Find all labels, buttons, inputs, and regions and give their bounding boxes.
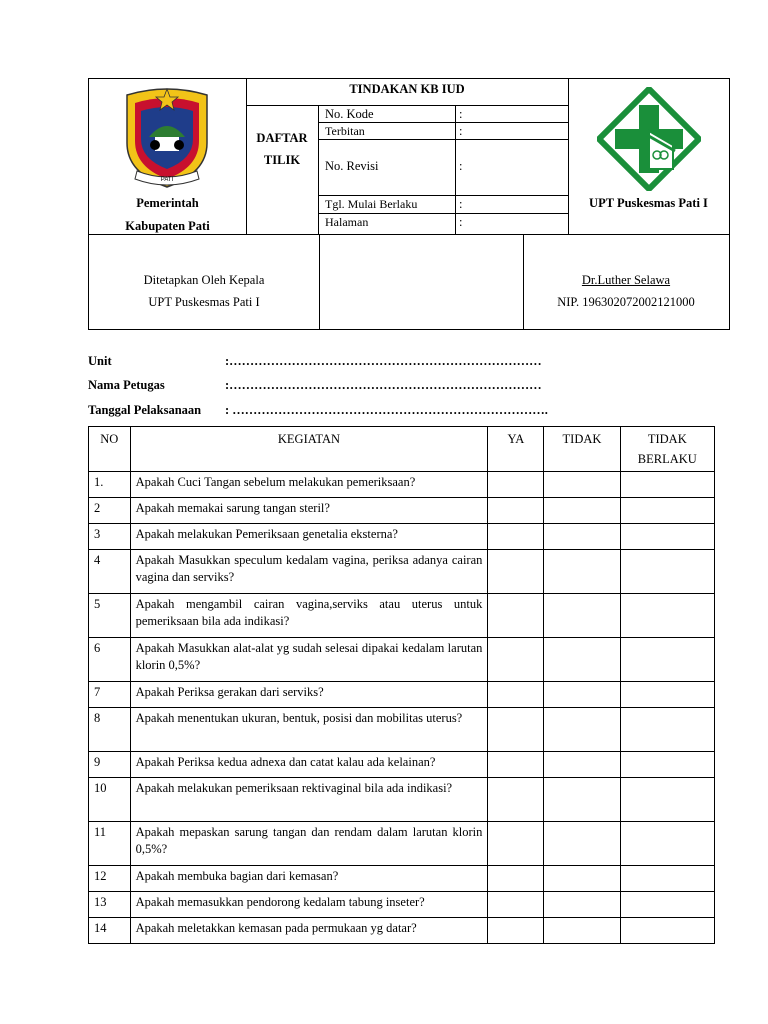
row-number: 6 <box>89 638 131 682</box>
row-kegiatan: Apakah Masukkan alat-alat yg sudah selesai dipakai kedalam larutan klorin 0,5%? <box>130 638 488 682</box>
checkbox-tidak-cell[interactable] <box>544 594 620 638</box>
checkbox-tidak-berlaku-cell[interactable] <box>620 524 714 550</box>
checkbox-tidak-berlaku-cell[interactable] <box>620 918 714 944</box>
row-kegiatan: Apakah melakukan Pemeriksaan genetalia eksterna? <box>130 524 488 550</box>
ditetapkan-line2: UPT Puskesmas Pati I <box>148 295 260 309</box>
col-header-tidak-berlaku: TIDAK BERLAKU <box>620 427 714 472</box>
row-kegiatan: Apakah memakai sarung tangan steril? <box>130 498 488 524</box>
checkbox-tidak-cell[interactable] <box>544 682 620 708</box>
meta-label-tgl-mulai: Tgl. Mulai Berlaku <box>325 197 418 211</box>
row-number: 13 <box>89 892 131 918</box>
checkbox-ya-cell[interactable] <box>488 866 544 892</box>
checkbox-tidak-berlaku-cell[interactable] <box>620 708 714 752</box>
row-number: 1. <box>89 472 131 498</box>
checkbox-tidak-cell[interactable] <box>544 524 620 550</box>
crest-banner-text: PATI <box>160 177 174 183</box>
checkbox-tidak-berlaku-cell[interactable] <box>620 866 714 892</box>
row-number: 10 <box>89 778 131 822</box>
table-row <box>89 498 715 524</box>
org-name-line2: Kabupaten Pati <box>125 219 210 233</box>
document-title: TINDAKAN KB IUD <box>349 82 465 96</box>
table-row <box>89 524 715 550</box>
table-row <box>89 472 715 498</box>
meta-label-halaman: Halaman <box>325 215 369 229</box>
meta-label-terbitan: Terbitan <box>325 124 365 138</box>
checkbox-ya-cell[interactable] <box>488 778 544 822</box>
checkbox-tidak-cell[interactable] <box>544 550 620 594</box>
row-kegiatan: Apakah membuka bagian dari kemasan? <box>130 866 488 892</box>
row-kegiatan: Apakah memasukkan pendorong kedalam tabung inseter? <box>130 892 488 918</box>
checkbox-tidak-berlaku-cell[interactable] <box>620 682 714 708</box>
daftar-tilik-line1: DAFTAR <box>256 131 308 145</box>
unit-label: Unit <box>88 354 112 368</box>
checklist-header-row <box>89 427 715 472</box>
row-number: 11 <box>89 822 131 866</box>
checkbox-tidak-berlaku-cell[interactable] <box>620 594 714 638</box>
table-row <box>89 918 715 944</box>
nama-petugas-field[interactable]: :………………………………………………………………… <box>225 378 542 392</box>
checkbox-tidak-berlaku-cell[interactable] <box>620 472 714 498</box>
row-kegiatan: Apakah meletakkan kemasan pada permukaan yg datar? <box>130 918 488 944</box>
row-kegiatan: Apakah melakukan pemeriksaan rektivaginal bila ada indikasi? <box>130 778 488 822</box>
org-name-line1: Pemerintah <box>136 196 199 210</box>
checkbox-tidak-cell[interactable] <box>544 708 620 752</box>
checkbox-ya-cell[interactable] <box>488 498 544 524</box>
table-row <box>89 594 715 638</box>
tanggal-field[interactable]: : …………………………………………………………………. <box>225 403 548 417</box>
checkbox-ya-cell[interactable] <box>488 682 544 708</box>
table-row <box>89 708 715 752</box>
kabupaten-pati-crest-icon <box>119 85 215 189</box>
checkbox-tidak-cell[interactable] <box>544 866 620 892</box>
meta-value-no-revisi: : <box>459 159 463 173</box>
row-number: 2 <box>89 498 131 524</box>
checkbox-ya-cell[interactable] <box>488 472 544 498</box>
checkbox-ya-cell[interactable] <box>488 752 544 778</box>
checklist-table <box>88 426 715 944</box>
checkbox-tidak-berlaku-cell[interactable] <box>620 638 714 682</box>
row-number: 12 <box>89 866 131 892</box>
row-number: 9 <box>89 752 131 778</box>
signatory-nip: NIP. 196302072002121000 <box>557 295 695 309</box>
unit-field[interactable]: :………………………………………………………………… <box>225 354 542 368</box>
row-kegiatan: Apakah mengambil cairan vagina,serviks atau uterus untuk pemeriksaan bila ada indikasi? <box>130 594 488 638</box>
checkbox-tidak-cell[interactable] <box>544 472 620 498</box>
checkbox-ya-cell[interactable] <box>488 594 544 638</box>
row-kegiatan: Apakah Periksa gerakan dari serviks? <box>130 682 488 708</box>
row-kegiatan: Apakah mepaskan sarung tangan dan rendam dalam larutan klorin 0,5%? <box>130 822 488 866</box>
checkbox-tidak-cell[interactable] <box>544 918 620 944</box>
checkbox-ya-cell[interactable] <box>488 524 544 550</box>
checkbox-tidak-berlaku-cell[interactable] <box>620 498 714 524</box>
checkbox-tidak-cell[interactable] <box>544 822 620 866</box>
document-header <box>88 78 730 330</box>
row-kegiatan: Apakah Periksa kedua adnexa dan catat kalau ada kelainan? <box>130 752 488 778</box>
row-number: 8 <box>89 708 131 752</box>
checkbox-tidak-cell[interactable] <box>544 752 620 778</box>
checkbox-ya-cell[interactable] <box>488 638 544 682</box>
table-row <box>89 866 715 892</box>
meta-value-no-kode: : <box>459 107 463 121</box>
ditetapkan-line1: Ditetapkan Oleh Kepala <box>143 273 265 287</box>
signatory-name: Dr.Luther Selawa <box>581 273 671 287</box>
row-number: 3 <box>89 524 131 550</box>
row-number: 14 <box>89 918 131 944</box>
meta-label-no-revisi: No. Revisi <box>325 159 379 173</box>
checkbox-tidak-cell[interactable] <box>544 778 620 822</box>
checkbox-tidak-berlaku-cell[interactable] <box>620 822 714 866</box>
checkbox-ya-cell[interactable] <box>488 708 544 752</box>
checkbox-tidak-berlaku-cell[interactable] <box>620 550 714 594</box>
table-row <box>89 752 715 778</box>
checkbox-ya-cell[interactable] <box>488 918 544 944</box>
checkbox-ya-cell[interactable] <box>488 822 544 866</box>
table-row <box>89 638 715 682</box>
row-kegiatan: Apakah Cuci Tangan sebelum melakukan pemeriksaan? <box>130 472 488 498</box>
row-number: 4 <box>89 550 131 594</box>
puskesmas-name: UPT Puskesmas Pati I <box>589 196 708 210</box>
checkbox-tidak-cell[interactable] <box>544 498 620 524</box>
row-kegiatan: Apakah menentukan ukuran, bentuk, posisi dan mobilitas uterus? <box>130 708 488 752</box>
meta-value-terbitan: : <box>459 124 463 138</box>
meta-label-no-kode: No. Kode <box>325 107 374 121</box>
col-header-kegiatan: KEGIATAN <box>130 427 488 472</box>
checkbox-ya-cell[interactable] <box>488 550 544 594</box>
table-row <box>89 550 715 594</box>
col-header-ya: YA <box>488 427 544 472</box>
table-row <box>89 778 715 822</box>
row-number: 7 <box>89 682 131 708</box>
checkbox-tidak-cell[interactable] <box>544 892 620 918</box>
puskesmas-logo-icon <box>597 87 701 191</box>
checkbox-tidak-berlaku-cell[interactable] <box>620 892 714 918</box>
table-row <box>89 682 715 708</box>
table-row <box>89 822 715 866</box>
row-kegiatan: Apakah Masukkan speculum kedalam vagina, periksa adanya cairan vagina dan serviks? <box>130 550 488 594</box>
tanggal-label: Tanggal Pelaksanaan <box>88 403 202 417</box>
col-header-tidak: TIDAK <box>544 427 620 472</box>
table-row <box>89 892 715 918</box>
col-header-no: NO <box>89 427 131 472</box>
checkbox-tidak-cell[interactable] <box>544 638 620 682</box>
row-number: 5 <box>89 594 131 638</box>
nama-petugas-label: Nama Petugas <box>88 378 165 392</box>
daftar-tilik-line2: TILIK <box>263 153 301 167</box>
checkbox-tidak-berlaku-cell[interactable] <box>620 778 714 822</box>
meta-value-halaman: : <box>459 215 463 229</box>
meta-value-tgl-mulai: : <box>459 197 463 211</box>
checkbox-ya-cell[interactable] <box>488 892 544 918</box>
checkbox-tidak-berlaku-cell[interactable] <box>620 752 714 778</box>
